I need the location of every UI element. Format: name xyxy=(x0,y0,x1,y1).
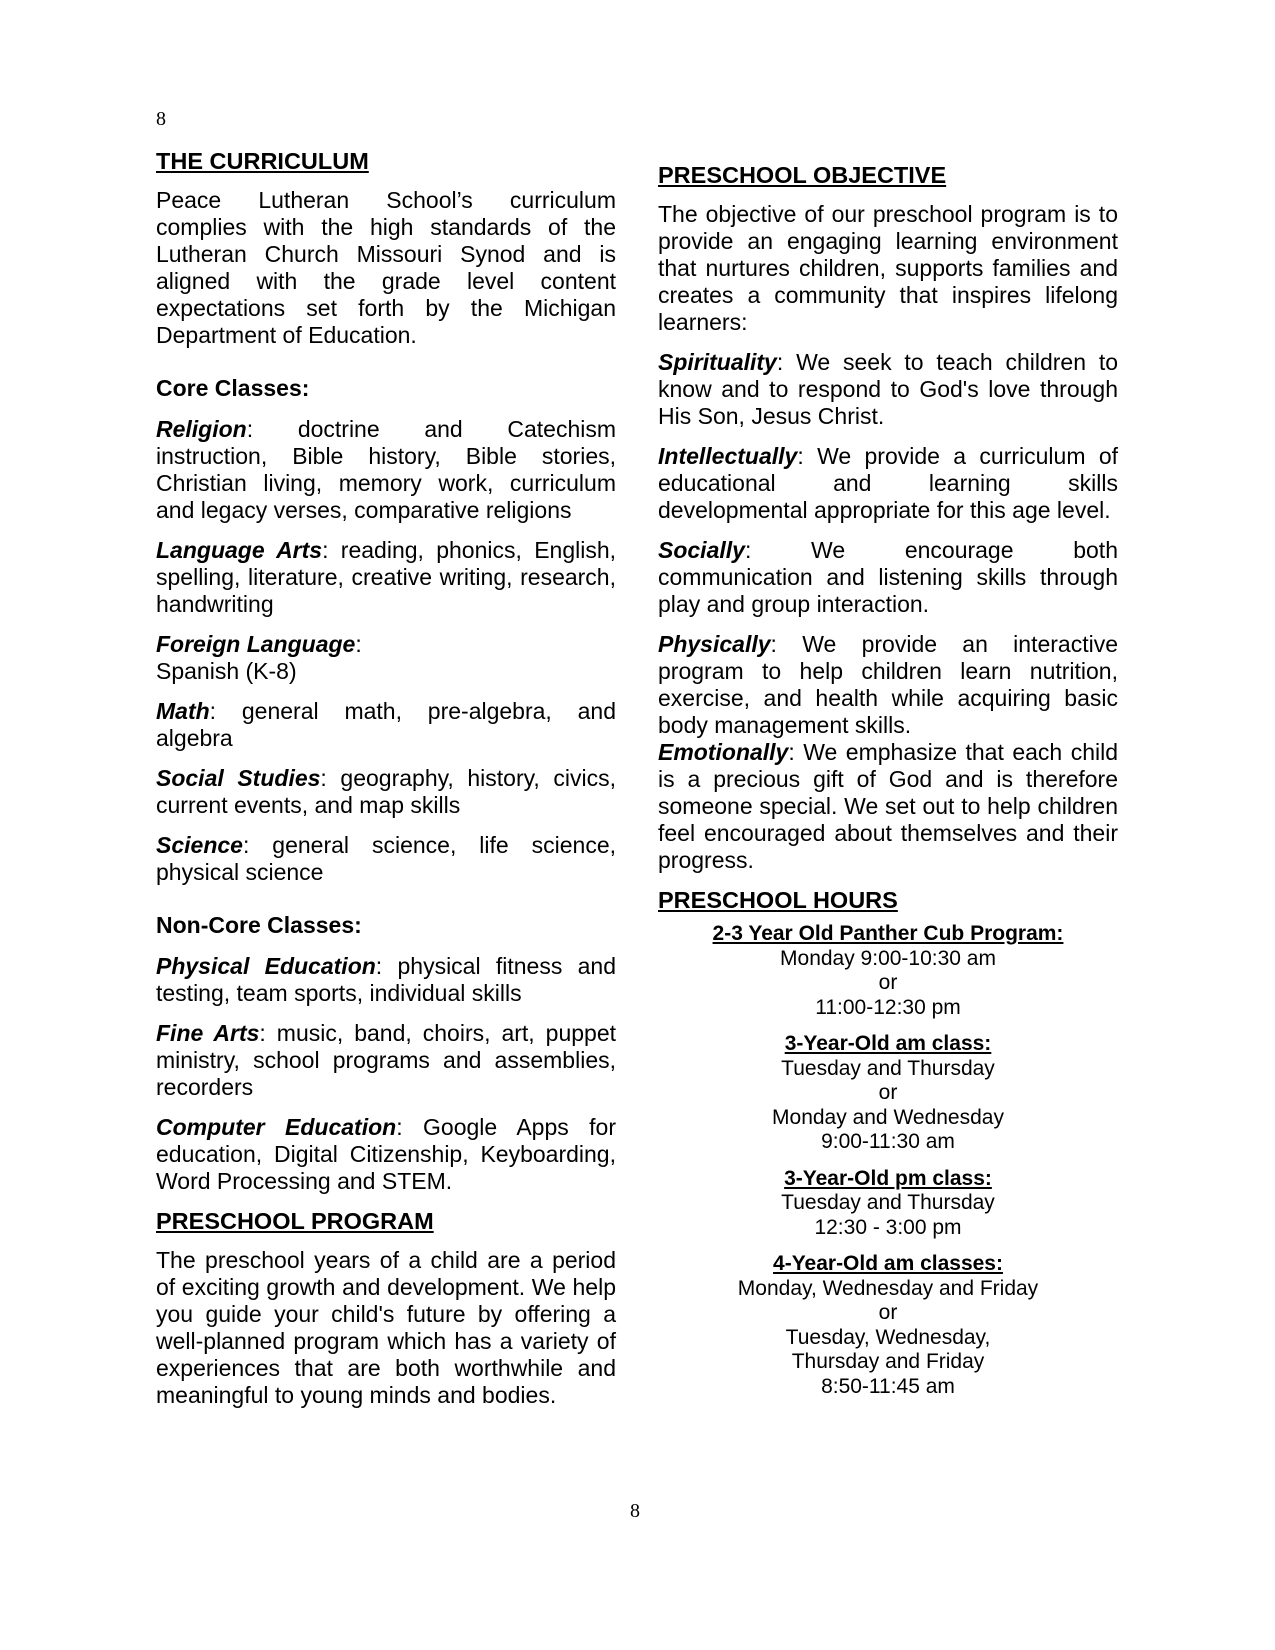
description: We encourage both communication and listening skills through play and group interaction. xyxy=(658,537,1118,617)
objective-item-spirituality: Spirituality: We seek to teach children to know and to respond to God's love through His Son, Jesus Christ. xyxy=(658,349,1119,429)
description: general science, life science, physical science xyxy=(156,832,616,885)
core-item-foreign-language: Foreign Language: Spanish (K-8) xyxy=(156,631,362,684)
description: We provide a curriculum of educational and learning skills developmental appropriate for this age level. xyxy=(658,443,1118,523)
noncore-item-computer-education: Computer Education: Google Apps for education, Digital Citizenship, Keyboarding, Word Processing and STEM. xyxy=(156,1114,617,1194)
hours-block-title: 4-Year-Old am classes: xyxy=(773,1252,1003,1275)
noncore-item-fine-arts: Fine Arts: music, band, choirs, art, puppet ministry, school programs and assemblies, recorders xyxy=(156,1020,617,1100)
objective-item-intellectually: Intellectually: We provide a curriculum of educational and learning skills developmental appropriate for this age level. xyxy=(658,443,1118,523)
hours-line: 9:00-11:30 am xyxy=(821,1130,955,1153)
preschool-objective-heading: PRESCHOOL OBJECTIVE xyxy=(658,162,947,188)
term: Science xyxy=(156,832,243,858)
page-number-top: 8 xyxy=(156,108,166,130)
core-item-science: Science: general science, life science, physical science xyxy=(156,832,616,885)
hours-block-title: 3-Year-Old pm class: xyxy=(784,1166,992,1190)
preschool-objective-text: The objective of our preschool program is to provide an engaging learning environment that nurtures children, supports families and creates a community that inspires lifelong learners: xyxy=(658,201,1118,335)
objective-item-physically: Physically: We provide an interactive program to help children learn nutrition, exercise, and health while acquiring basic body management skills. xyxy=(658,631,1119,738)
description: general math, pre-algebra, and algebra xyxy=(156,698,617,751)
page-number-bottom: 8 xyxy=(630,1500,640,1522)
hours-line: or xyxy=(878,1301,898,1324)
term: Socially xyxy=(658,537,745,563)
hours-block-title: 3-Year-Old am class: xyxy=(784,1032,992,1055)
description: Spanish (K-8) xyxy=(156,658,297,684)
hours-block-4yr-am xyxy=(658,1252,1118,1399)
term: Computer Education xyxy=(156,1114,397,1140)
term: Physical Education xyxy=(156,953,376,979)
term: Emotionally xyxy=(658,739,789,765)
curriculum-heading: THE CURRICULUM xyxy=(156,148,369,174)
curriculum-text: Peace Lutheran School’s curriculum complies with the high standards of the Lutheran Church Missouri Synod and is aligned with the grade level content expectations set forth by the Michigan Department of Education. xyxy=(156,187,616,348)
core-item-language-arts: Language Arts: reading, phonics, English, spelling, literature, creative writing, research, handwriting xyxy=(156,537,617,617)
noncore-item-physical-education: Physical Education: physical fitness and testing, team sports, individual skills xyxy=(156,953,616,1006)
hours-line: Thursday and Friday xyxy=(791,1350,985,1373)
description: We seek to teach children to know and to respond to God's love through His Son, Jesus Christ. xyxy=(658,349,1119,429)
hours-line: 12:30 - 3:00 pm xyxy=(814,1215,962,1239)
description: We provide an interactive program to help children learn nutrition, exercise, and health while acquiring basic body management skills. xyxy=(658,631,1119,738)
core-item-social-studies: Social Studies: geography, history, civics, current events, and map skills xyxy=(156,765,617,818)
term: Religion xyxy=(156,416,247,442)
noncore-classes-heading: Non-Core Classes: xyxy=(156,912,362,938)
description: reading, phonics, English, spelling, literature, creative writing, research, handwriting xyxy=(156,537,617,617)
objective-item-socially: Socially: We encourage both communication and listening skills through play and group interaction. xyxy=(658,537,1118,617)
term: Language Arts xyxy=(156,537,323,563)
description: doctrine and Catechism instruction, Bible history, Bible stories, Christian living, memory work, curriculum and legacy verses, comparative religions xyxy=(156,416,617,523)
term: Foreign Language xyxy=(156,631,356,657)
description: geography, history, civics, current events, and map skills xyxy=(156,765,617,818)
core-item-math: Math: general math, pre-algebra, and algebra xyxy=(156,698,617,751)
right-column xyxy=(658,162,1118,1411)
hours-line: 11:00-12:30 pm xyxy=(815,995,961,1019)
term: Physically xyxy=(658,631,771,657)
hours-line: Tuesday and Thursday xyxy=(781,1056,995,1080)
description: music, band, choirs, art, puppet ministry, school programs and assemblies, recorders xyxy=(156,1020,617,1100)
hours-block-panther-cub xyxy=(658,922,1118,1020)
term: Intellectually xyxy=(658,443,798,469)
core-classes-heading: Core Classes: xyxy=(156,375,310,401)
hours-line: Monday 9:00-10:30 am xyxy=(780,946,996,970)
preschool-program-text: The preschool years of a child are a period of exciting growth and development. We help you guide your child's future by offering a well-planned program which has a variety of experiences that are both worthwhile and meaningful to young minds and bodies. xyxy=(156,1247,616,1408)
hours-line: Tuesday, Wednesday, xyxy=(785,1325,991,1349)
hours-block-3yr-pm xyxy=(658,1167,1118,1241)
term: Spirituality xyxy=(658,349,777,375)
description: physical fitness and testing, team sports, individual skills xyxy=(156,953,616,1006)
description: We emphasize that each child is a precious gift of God and is therefore someone special. We set out to help children feel encouraged about themselves and their progress. xyxy=(658,739,1118,873)
preschool-hours-heading: PRESCHOOL HOURS xyxy=(658,887,898,913)
core-classes-list xyxy=(156,416,616,886)
objective-item-emotionally: Emotionally: We emphasize that each child is a precious gift of God and is therefore someone special. We set out to help children feel encouraged about themselves and their progress. xyxy=(658,739,1118,873)
description: Google Apps for education, Digital Citizenship, Keyboarding, Word Processing and STEM. xyxy=(156,1114,617,1194)
hours-line: Monday, Wednesday and Friday xyxy=(737,1276,1039,1300)
hours-line: or xyxy=(878,1081,898,1104)
term: Fine Arts xyxy=(156,1020,260,1046)
term: Social Studies xyxy=(156,765,321,791)
hours-line: 8:50-11:45 am xyxy=(821,1374,955,1398)
hours-line: Tuesday and Thursday xyxy=(781,1191,995,1214)
core-item-religion: Religion: doctrine and Catechism instruction, Bible history, Bible stories, Christian living, memory work, curriculum and legacy verses, comparative religions xyxy=(156,416,617,523)
left-column xyxy=(156,148,616,1422)
preschool-hours-list xyxy=(658,922,1118,1399)
hours-line: or xyxy=(878,971,898,994)
hours-line: Monday and Wednesday xyxy=(772,1105,1004,1129)
term: Math xyxy=(156,698,210,724)
preschool-program-heading: PRESCHOOL PROGRAM xyxy=(156,1208,434,1234)
hours-block-title: 2-3 Year Old Panther Cub Program: xyxy=(712,922,1064,945)
noncore-classes-list xyxy=(156,953,616,1195)
hours-block-3yr-am xyxy=(658,1032,1118,1155)
